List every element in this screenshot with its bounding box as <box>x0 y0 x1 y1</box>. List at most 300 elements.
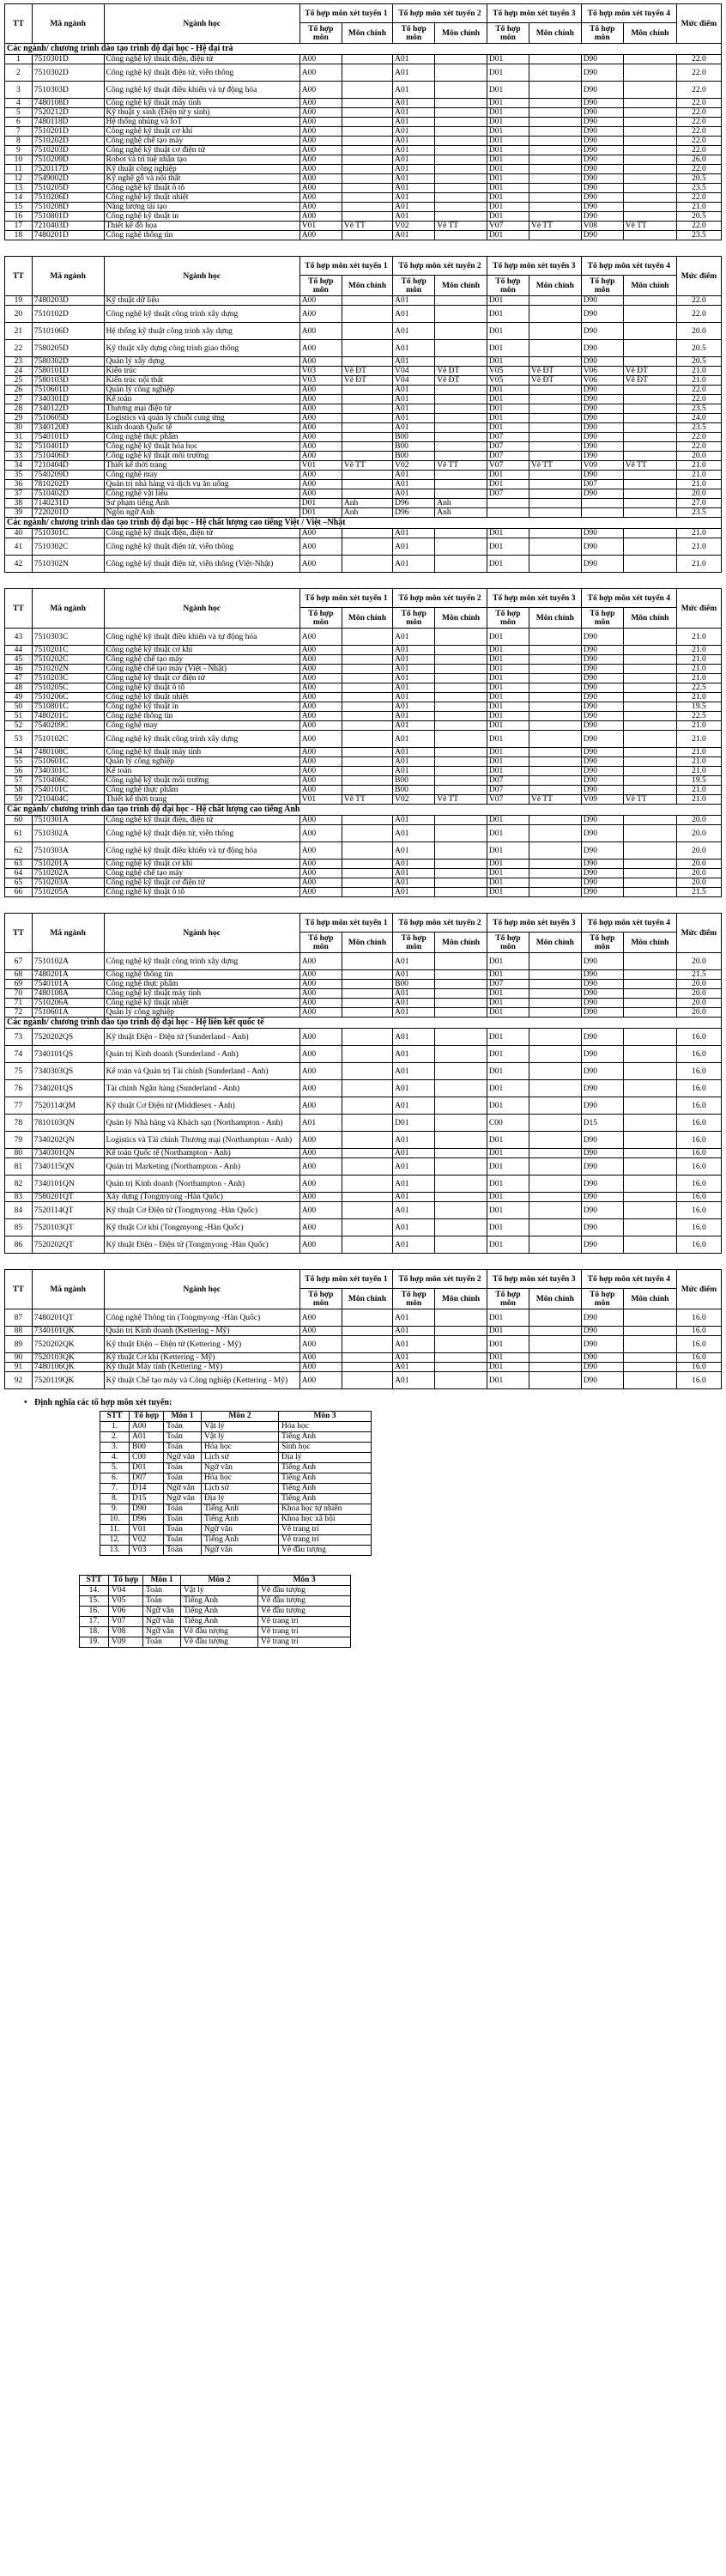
cell-to-hop-1: A00 <box>299 127 342 137</box>
cell-tt: 20 <box>5 306 33 323</box>
cell-mon-chinh-1 <box>342 108 392 118</box>
cell-to-hop-3: D01 <box>487 64 529 82</box>
cell-mon-chinh-3 <box>529 646 582 655</box>
cell-ma-nganh: 7549002D <box>32 174 104 184</box>
defs-row <box>100 1422 372 1432</box>
cell-mon-chinh-4 <box>623 423 676 433</box>
cell-ma-nganh: 7580101D <box>32 367 104 376</box>
cell-muc-diem: 22.0 <box>676 433 721 442</box>
col-ma-nganh: Mã ngành <box>32 4 104 44</box>
table-row <box>5 174 722 184</box>
cell-to-hop-1: V03 <box>299 376 342 386</box>
cell-nganh-hoc: Sư phạm tiếng Anh <box>104 499 299 508</box>
cell-nganh-hoc: Công nghệ kỹ thuật cơ điện tử <box>104 674 299 683</box>
cell-to-hop-1: A00 <box>299 712 342 721</box>
cell-to-hop-2: A01 <box>393 888 435 897</box>
cell-mon-chinh-3 <box>529 433 582 442</box>
cell-mon-chinh-3 <box>529 1046 582 1063</box>
cell-mon-chinh-4 <box>623 888 676 897</box>
cell-to-hop-3: D01 <box>487 404 529 414</box>
cell-ma-nganh: 7340115QN <box>32 1158 104 1176</box>
cell-mon-chinh-2 <box>435 869 487 878</box>
definitions-title-text: Định nghĩa các tổ hợp môn xét tuyển: <box>34 1398 172 1407</box>
cell-tt: 51 <box>5 712 33 721</box>
table-row <box>5 721 722 731</box>
cell-ma-nganh: 7340301C <box>32 767 104 776</box>
cell-mon-chinh-4 <box>623 869 676 878</box>
cell-to-hop-1: A00 <box>299 165 342 174</box>
cell-nganh-hoc: Công nghệ kỹ thuật điện, điện tử <box>104 55 299 64</box>
cell-to-hop-3 <box>487 499 529 508</box>
defs-cell-stt: 10. <box>100 1515 130 1525</box>
cell-to-hop-1: A00 <box>299 1372 342 1389</box>
cell-to-hop-4: V06 <box>581 376 623 386</box>
cell-mon-chinh-2 <box>435 1097 487 1115</box>
cell-to-hop-1: A00 <box>299 1309 342 1327</box>
cell-mon-chinh-3: Vẽ TT <box>529 461 582 471</box>
cell-mon-chinh-3 <box>529 64 582 82</box>
subcol-to-hop-mon: Tổ hợp môn <box>299 276 342 296</box>
defs-col-stt: STT <box>80 1576 109 1586</box>
defs-cell-mon2: Lịch sử <box>202 1453 279 1463</box>
defs-cell-mon3: Tiếng Anh <box>279 1494 372 1504</box>
cell-to-hop-1: A00 <box>299 1080 342 1097</box>
table-row <box>5 786 722 795</box>
cell-tt: 26 <box>5 386 33 395</box>
defs-row <box>80 1637 351 1648</box>
cell-mon-chinh-4 <box>623 748 676 757</box>
col-tt: TT <box>5 257 33 296</box>
cell-mon-chinh-3 <box>529 1219 582 1236</box>
cell-to-hop-3: D01 <box>487 1158 529 1176</box>
cell-mon-chinh-4 <box>623 1046 676 1063</box>
cell-mon-chinh-2 <box>435 970 487 980</box>
defs-cell-mon3: Khoa học xã hội <box>279 1515 372 1525</box>
cell-mon-chinh-3 <box>529 721 582 731</box>
cell-mon-chinh-4 <box>623 702 676 712</box>
cell-tt: 9 <box>5 146 33 155</box>
cell-to-hop-1: A00 <box>299 1193 342 1202</box>
cell-muc-diem: 20.5 <box>676 212 721 222</box>
defs-row <box>100 1504 372 1515</box>
header-row <box>5 4 722 23</box>
table-row <box>5 433 722 442</box>
cell-to-hop-2: A01 <box>393 674 435 683</box>
col-nganh-hoc: Ngành học <box>104 914 299 953</box>
table-row <box>5 869 722 878</box>
defs-cell-mon1: Toán <box>164 1546 202 1556</box>
cell-mon-chinh-4 <box>623 1193 676 1202</box>
subcol-mon-chinh: Môn chính <box>435 933 487 953</box>
cell-to-hop-3: D01 <box>487 193 529 203</box>
table-row <box>5 1353 722 1363</box>
cell-to-hop-3: D01 <box>487 842 529 860</box>
cell-to-hop-3: D01 <box>487 155 529 165</box>
cell-mon-chinh-3 <box>529 165 582 174</box>
cell-to-hop-3: D01 <box>487 165 529 174</box>
section-row <box>5 805 722 816</box>
cell-mon-chinh-2 <box>435 757 487 767</box>
defs-cell-stt: 13. <box>100 1546 130 1556</box>
cell-ma-nganh: 7340301QN <box>32 1149 104 1158</box>
cell-ma-nganh: 7510601C <box>32 757 104 767</box>
table-row <box>5 452 722 461</box>
cell-mon-chinh-2 <box>435 1193 487 1202</box>
cell-nganh-hoc: Quản trị Marketing (Northampton - Anh) <box>104 1158 299 1176</box>
cell-muc-diem: 21.0 <box>676 529 721 538</box>
cell-nganh-hoc: Công nghệ kỹ thuật hóa học <box>104 442 299 452</box>
defs-cell-mon1: Toán <box>164 1473 202 1484</box>
cell-mon-chinh-1 <box>342 731 392 748</box>
cell-mon-chinh-1: Anh <box>342 499 392 508</box>
cell-to-hop-4: D90 <box>581 1309 623 1327</box>
defs-cell-mon1: Ngữ văn <box>143 1617 181 1627</box>
defs-row <box>100 1546 372 1556</box>
cell-ma-nganh: 7210404D <box>32 461 104 471</box>
cell-tt: 11 <box>5 165 33 174</box>
cell-to-hop-2: A01 <box>393 1309 435 1327</box>
table-row <box>5 1236 722 1254</box>
cell-mon-chinh-3 <box>529 155 582 165</box>
defs-cell-stt: 12. <box>100 1535 130 1546</box>
cell-to-hop-2: A01 <box>393 721 435 731</box>
cell-to-hop-3: V07 <box>487 222 529 231</box>
cell-to-hop-3: D01 <box>487 306 529 323</box>
cell-to-hop-1: A00 <box>299 414 342 423</box>
cell-to-hop-2: B00 <box>393 433 435 442</box>
cell-tt: 85 <box>5 1219 33 1236</box>
cell-mon-chinh-1 <box>342 118 392 127</box>
cell-to-hop-3: D01 <box>487 888 529 897</box>
cell-mon-chinh-1 <box>342 386 392 395</box>
cell-ma-nganh: 7220201D <box>32 508 104 518</box>
cell-mon-chinh-1 <box>342 212 392 222</box>
cell-to-hop-3: D01 <box>487 1008 529 1018</box>
cell-ma-nganh: 7480203D <box>32 296 104 306</box>
defs-row <box>100 1432 372 1443</box>
cell-nganh-hoc: Công nghệ kỹ thuật máy tính <box>104 748 299 757</box>
cell-muc-diem: 20.0 <box>676 452 721 461</box>
cell-mon-chinh-2 <box>435 1336 487 1353</box>
cell-to-hop-4: D90 <box>581 203 623 212</box>
cell-nganh-hoc: Công nghệ kỹ thuật nhiệt <box>104 999 299 1008</box>
cell-to-hop-3: D01 <box>487 127 529 137</box>
cell-to-hop-3: D01 <box>487 1363 529 1372</box>
col-ma-nganh: Mã ngành <box>32 589 104 629</box>
cell-mon-chinh-2 <box>435 538 487 556</box>
cell-to-hop-4: D90 <box>581 1063 623 1080</box>
cell-ma-nganh: 7520212D <box>32 108 104 118</box>
cell-to-hop-2: A01 <box>393 118 435 127</box>
cell-ma-nganh: 7510202D <box>32 137 104 146</box>
cell-to-hop-3: D01 <box>487 1097 529 1115</box>
cell-muc-diem: 21.0 <box>676 655 721 665</box>
cell-muc-diem: 22.0 <box>676 306 721 323</box>
cell-tt: 79 <box>5 1132 33 1149</box>
cell-mon-chinh-4 <box>623 953 676 970</box>
cell-mon-chinh-1 <box>342 323 392 340</box>
cell-to-hop-1: A00 <box>299 816 342 825</box>
cell-to-hop-1: A00 <box>299 776 342 786</box>
cell-to-hop-3: D01 <box>487 683 529 693</box>
cell-to-hop-4: D90 <box>581 731 623 748</box>
cell-nganh-hoc: Công nghệ kỹ thuật cơ khí <box>104 860 299 869</box>
cell-to-hop-1: A00 <box>299 137 342 146</box>
cell-to-hop-2: A01 <box>393 825 435 842</box>
cell-to-hop-4: D90 <box>581 108 623 118</box>
cell-mon-chinh-4 <box>623 306 676 323</box>
cell-tt: 53 <box>5 731 33 748</box>
cell-nganh-hoc: Công nghệ thông tin <box>104 712 299 721</box>
score-table-page-2 <box>4 256 722 573</box>
cell-to-hop-2: A01 <box>393 970 435 980</box>
cell-to-hop-2: A01 <box>393 646 435 655</box>
cell-nganh-hoc: Công nghệ kỹ thuật ô tô <box>104 683 299 693</box>
cell-mon-chinh-4 <box>623 731 676 748</box>
cell-to-hop-4: D90 <box>581 1149 623 1158</box>
cell-mon-chinh-2 <box>435 82 487 99</box>
cell-tt: 46 <box>5 665 33 674</box>
cell-mon-chinh-1 <box>342 683 392 693</box>
defs-row <box>100 1453 372 1463</box>
cell-tt: 21 <box>5 323 33 340</box>
cell-to-hop-3: D01 <box>487 480 529 489</box>
cell-to-hop-4: V09 <box>581 461 623 471</box>
cell-to-hop-3: D01 <box>487 1132 529 1149</box>
cell-to-hop-2: A01 <box>393 1372 435 1389</box>
table-row <box>5 193 722 203</box>
cell-to-hop-2: A01 <box>393 480 435 489</box>
cell-mon-chinh-1 <box>342 442 392 452</box>
cell-mon-chinh-1 <box>342 480 392 489</box>
defs-cell-to-hop: D14 <box>130 1484 164 1494</box>
cell-nganh-hoc: Công nghệ thông tin <box>104 970 299 980</box>
cell-mon-chinh-3 <box>529 860 582 869</box>
cell-mon-chinh-4 <box>623 414 676 423</box>
cell-to-hop-3: D07 <box>487 980 529 989</box>
cell-to-hop-1: A00 <box>299 1097 342 1115</box>
header-row <box>5 257 722 276</box>
cell-to-hop-2: A01 <box>393 1336 435 1353</box>
cell-mon-chinh-4 <box>623 860 676 869</box>
cell-muc-diem: 21.0 <box>676 629 721 646</box>
cell-muc-diem: 16.0 <box>676 1236 721 1254</box>
cell-mon-chinh-2 <box>435 146 487 155</box>
cell-nganh-hoc: Công nghệ may <box>104 471 299 480</box>
table-row <box>5 538 722 556</box>
cell-to-hop-1: A00 <box>299 64 342 82</box>
cell-mon-chinh-2 <box>435 118 487 127</box>
section-title: Các ngành/ chương trình đào tạo trình độ đại học - Hệ liên kết quốc tế <box>5 1018 722 1029</box>
cell-ma-nganh: 7510106D <box>32 323 104 340</box>
table-row <box>5 1008 722 1018</box>
cell-nganh-hoc: Quản lý công nghiệp <box>104 386 299 395</box>
cell-to-hop-1: A00 <box>299 878 342 888</box>
cell-mon-chinh-4 <box>623 786 676 795</box>
defs-cell-mon2: Ngữ văn <box>202 1525 279 1535</box>
cell-mon-chinh-2 <box>435 165 487 174</box>
defs-cell-mon2: Hóa học <box>202 1473 279 1484</box>
cell-mon-chinh-1 <box>342 674 392 683</box>
cell-to-hop-4: D90 <box>581 767 623 776</box>
defs-cell-to-hop: V06 <box>109 1607 143 1617</box>
cell-mon-chinh-1 <box>342 127 392 137</box>
cell-mon-chinh-1 <box>342 538 392 556</box>
cell-mon-chinh-1 <box>342 1080 392 1097</box>
cell-mon-chinh-1 <box>342 748 392 757</box>
cell-to-hop-1: A00 <box>299 1219 342 1236</box>
cell-mon-chinh-4 <box>623 471 676 480</box>
cell-ma-nganh: 7210403D <box>32 222 104 231</box>
cell-mon-chinh-1 <box>342 203 392 212</box>
cell-mon-chinh-4 <box>623 386 676 395</box>
subcol-mon-chinh: Môn chính <box>435 23 487 44</box>
cell-to-hop-4: D90 <box>581 1353 623 1363</box>
cell-to-hop-2: A01 <box>393 529 435 538</box>
cell-mon-chinh-1 <box>342 1236 392 1254</box>
admission-score-table <box>4 3 722 240</box>
subcol-mon-chinh: Môn chính <box>435 1289 487 1309</box>
defs-cell-mon2: Tiếng Anh <box>202 1535 279 1546</box>
cell-mon-chinh-3: Vẽ ĐT <box>529 367 582 376</box>
cell-ma-nganh: 7520103QK <box>32 1353 104 1363</box>
cell-to-hop-4: D07 <box>581 480 623 489</box>
subcol-mon-chinh: Môn chính <box>342 608 392 629</box>
table-row <box>5 1097 722 1115</box>
cell-ma-nganh: 7510102D <box>32 306 104 323</box>
cell-ma-nganh: 7480118D <box>32 118 104 127</box>
admission-score-table <box>4 256 722 573</box>
subcol-to-hop-mon: Tổ hợp môn <box>487 933 529 953</box>
cell-tt: 25 <box>5 376 33 386</box>
cell-to-hop-4: D90 <box>581 471 623 480</box>
defs-row <box>100 1515 372 1525</box>
cell-mon-chinh-3 <box>529 980 582 989</box>
cell-to-hop-3: D01 <box>487 395 529 404</box>
table-row <box>5 212 722 222</box>
cell-mon-chinh-2 <box>435 674 487 683</box>
defs-col-stt: STT <box>100 1412 130 1422</box>
cell-nganh-hoc: Kiến trúc <box>104 367 299 376</box>
cell-mon-chinh-3 <box>529 99 582 108</box>
cell-muc-diem: 22.0 <box>676 82 721 99</box>
table-row <box>5 203 722 212</box>
cell-tt: 92 <box>5 1372 33 1389</box>
defs-row <box>80 1596 351 1607</box>
table-row <box>5 795 722 805</box>
cell-ma-nganh: 7340301D <box>32 395 104 404</box>
cell-mon-chinh-2 <box>435 395 487 404</box>
cell-muc-diem: 22.0 <box>676 193 721 203</box>
defs-cell-mon3: Vẽ trang trí <box>279 1535 372 1546</box>
cell-to-hop-4: D90 <box>581 538 623 556</box>
cell-mon-chinh-3 <box>529 423 582 433</box>
col-to-hop-2: Tổ hợp môn xét tuyển 2 <box>393 589 487 608</box>
cell-tt: 5 <box>5 108 33 118</box>
defs-cell-to-hop: V09 <box>109 1637 143 1648</box>
cell-to-hop-4: D90 <box>581 423 623 433</box>
cell-mon-chinh-4 <box>623 1363 676 1372</box>
cell-ma-nganh: 7510303A <box>32 842 104 860</box>
cell-nganh-hoc: Công nghệ kỹ thuật điều khiển và tự động hóa <box>104 82 299 99</box>
cell-nganh-hoc: Quản lý công nghiệp <box>104 757 299 767</box>
defs-cell-mon1: Toán <box>164 1463 202 1473</box>
cell-mon-chinh-2 <box>435 1132 487 1149</box>
cell-to-hop-1: A00 <box>299 340 342 357</box>
cell-muc-diem: 20.0 <box>676 953 721 970</box>
cell-muc-diem: 20.0 <box>676 1008 721 1018</box>
cell-mon-chinh-4 <box>623 99 676 108</box>
cell-to-hop-1: A00 <box>299 471 342 480</box>
cell-muc-diem: 16.0 <box>676 1115 721 1132</box>
cell-mon-chinh-2 <box>435 323 487 340</box>
cell-to-hop-4: D90 <box>581 165 623 174</box>
cell-to-hop-1: A00 <box>299 99 342 108</box>
cell-nganh-hoc: Quản trị nhà hàng và dịch vụ ăn uống <box>104 480 299 489</box>
cell-to-hop-4 <box>581 499 623 508</box>
cell-to-hop-1: A00 <box>299 860 342 869</box>
cell-tt: 67 <box>5 953 33 970</box>
cell-mon-chinh-1 <box>342 1008 392 1018</box>
cell-ma-nganh: 7140231D <box>32 499 104 508</box>
cell-to-hop-1: V03 <box>299 367 342 376</box>
cell-ma-nganh: 7810202D <box>32 480 104 489</box>
cell-mon-chinh-2 <box>435 296 487 306</box>
cell-tt: 76 <box>5 1080 33 1097</box>
cell-tt: 10 <box>5 155 33 165</box>
cell-mon-chinh-4 <box>623 1336 676 1353</box>
cell-mon-chinh-2 <box>435 414 487 423</box>
cell-to-hop-1: A00 <box>299 433 342 442</box>
cell-to-hop-2: A01 <box>393 155 435 165</box>
defs-header-row <box>100 1412 372 1422</box>
cell-tt: 65 <box>5 878 33 888</box>
defs-cell-stt: 3. <box>100 1443 130 1453</box>
cell-mon-chinh-3 <box>529 442 582 452</box>
cell-to-hop-1: A00 <box>299 146 342 155</box>
cell-to-hop-4: D90 <box>581 414 623 423</box>
cell-tt: 23 <box>5 357 33 367</box>
subcol-to-hop-mon: Tổ hợp môn <box>299 933 342 953</box>
cell-nganh-hoc: Kỹ thuật Cơ khí (Kettering - Mỹ) <box>104 1353 299 1363</box>
cell-nganh-hoc: Công nghệ kỹ thuật điện, điện tử <box>104 816 299 825</box>
cell-to-hop-3: D01 <box>487 414 529 423</box>
cell-to-hop-1: A00 <box>299 556 342 573</box>
cell-mon-chinh-1: Vẽ TT <box>342 222 392 231</box>
cell-muc-diem: 23.5 <box>676 231 721 240</box>
cell-mon-chinh-4 <box>623 1176 676 1193</box>
subcol-mon-chinh: Môn chính <box>623 608 676 629</box>
defs-row <box>100 1463 372 1473</box>
cell-mon-chinh-4 <box>623 203 676 212</box>
cell-nganh-hoc: Công nghệ thực phẩm <box>104 980 299 989</box>
cell-muc-diem: 20.0 <box>676 860 721 869</box>
cell-ma-nganh: 7510605D <box>32 414 104 423</box>
table-row <box>5 888 722 897</box>
cell-mon-chinh-3 <box>529 655 582 665</box>
cell-mon-chinh-4 <box>623 231 676 240</box>
cell-ma-nganh: 7510206D <box>32 193 104 203</box>
cell-muc-diem: 27.0 <box>676 499 721 508</box>
cell-ma-nganh: 7480201D <box>32 231 104 240</box>
cell-to-hop-3: C00 <box>487 1115 529 1132</box>
cell-ma-nganh: 7340101QS <box>32 1046 104 1063</box>
cell-tt: 17 <box>5 222 33 231</box>
cell-to-hop-4: D90 <box>581 1363 623 1372</box>
cell-muc-diem: 19.5 <box>676 702 721 712</box>
cell-to-hop-4: D90 <box>581 127 623 137</box>
table-row <box>5 1202 722 1219</box>
